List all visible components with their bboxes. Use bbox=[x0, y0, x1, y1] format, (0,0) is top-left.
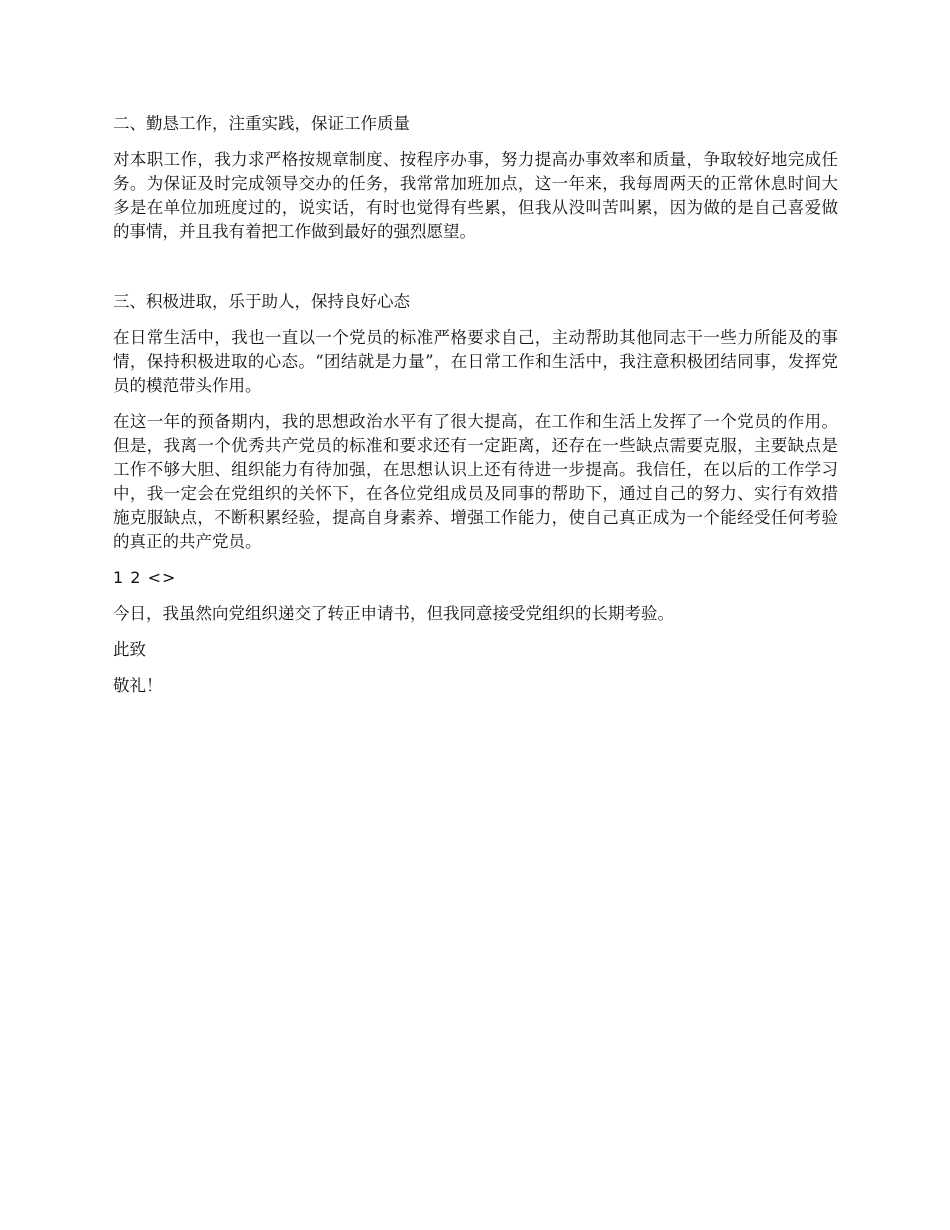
next-page-link[interactable]: > bbox=[161, 568, 177, 587]
prev-page-link[interactable]: < bbox=[147, 568, 162, 587]
closing-salutation: 此致 bbox=[113, 640, 146, 659]
closing-regards: 敬礼！ bbox=[113, 676, 163, 695]
section-heading-work-quality: 二、勤恳工作，注重实践，保证工作质量 bbox=[113, 114, 410, 133]
paragraph-probation-summary: 在这一年的预备期内，我的思想政治水平有了很大提高，在工作和生活上发挥了一个党员的作用。但是，我离一个优秀共产党员的标准和要求还有一定距离，还存在一些缺点需要克服，主要缺点是工作不够大胆、组织能力有待加强，在思想认识上还有待进一步提高。我信任，在以后的工作学习中，我一定会在党组织的关怀下，在各位党组成员及同事的帮助下，通过自己的努力、实行有效措施克服缺点，不断积累经验，提高自身素养、增强工作能力，使自己真正成为一个能经受任何考验的真正的共产党员。 bbox=[113, 412, 838, 551]
page-link-2[interactable]: 2 bbox=[130, 568, 142, 587]
section-spacer bbox=[113, 256, 838, 290]
page-link-1[interactable]: 1 bbox=[113, 568, 125, 587]
section-heading-attitude: 三、积极进取，乐于助人，保持良好心态 bbox=[113, 292, 410, 311]
paragraph-daily-life: 在日常生活中，我也一直以一个党员的标准严格要求自己，主动帮助其他同志干一些力所能及的事情，保持积极进取的心态。“团结就是力量”，在日常工作和生活中，我注意积极团结同事，发挥党员的模范带头作用。 bbox=[113, 328, 838, 395]
closing-statement: 今日，我虽然向党组织递交了转正申请书，但我同意接受党组织的长期考验。 bbox=[113, 604, 674, 623]
pagination bbox=[113, 566, 838, 590]
paragraph-work-quality: 对本职工作，我力求严格按规章制度、按程序办事，努力提高办事效率和质量，争取较好地完成任务。为保证及时完成领导交办的任务，我常常加班加点，这一年来，我每周两天的正常休息时间大多是在单位加班度过的，说实话，有时也觉得有些累，但我从没叫苦叫累，因为做的是自己喜爱做的事情，并且我有着把工作做到最好的强烈愿望。 bbox=[113, 150, 838, 241]
